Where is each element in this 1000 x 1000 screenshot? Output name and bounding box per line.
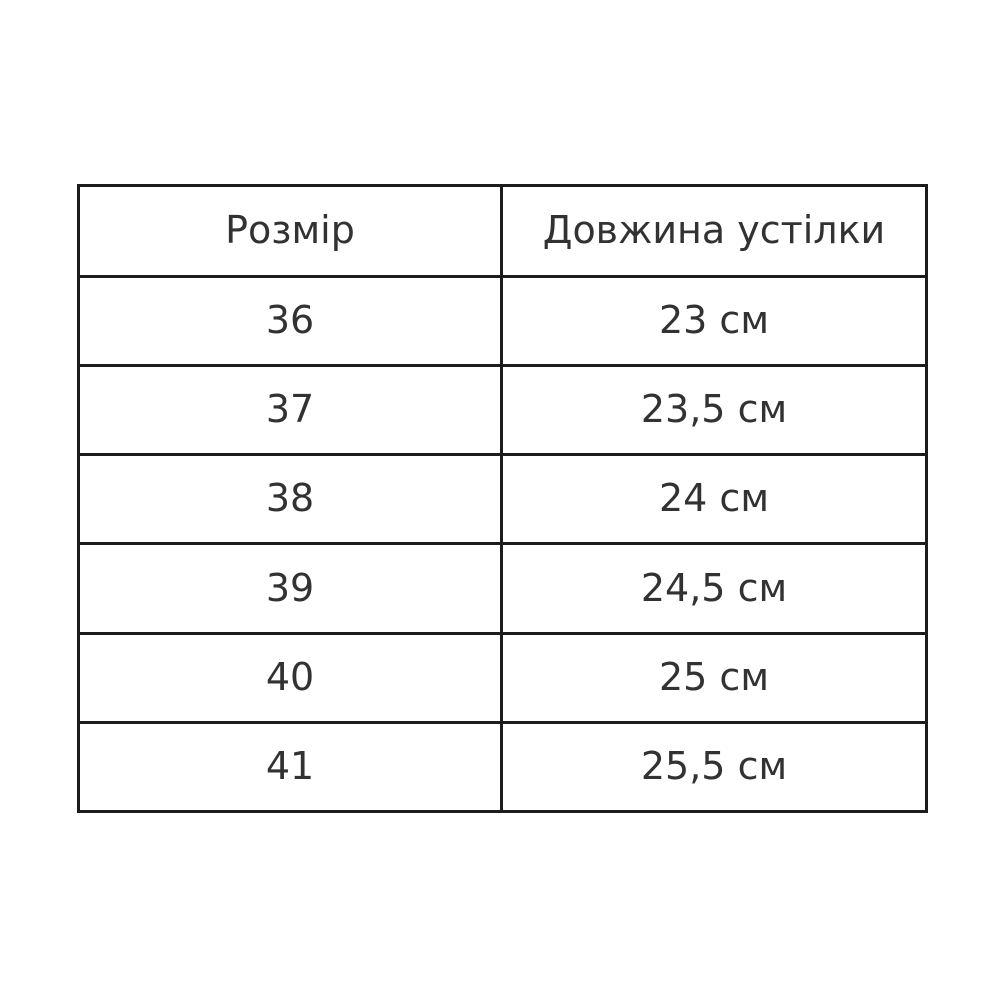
table-row: [79, 455, 927, 544]
size-cell: 36: [79, 277, 502, 366]
length-cell: 23,5 см: [502, 366, 927, 455]
column-header-insole-length: Довжина устілки: [502, 186, 927, 277]
length-cell: 23 см: [502, 277, 927, 366]
table-row: [79, 722, 927, 811]
size-cell: 40: [79, 633, 502, 722]
size-table: [77, 184, 928, 813]
table-row: [79, 277, 927, 366]
length-cell: 25 см: [502, 633, 927, 722]
table-row: [79, 633, 927, 722]
size-cell: 41: [79, 722, 502, 811]
size-cell: 37: [79, 366, 502, 455]
length-cell: 24 см: [502, 455, 927, 544]
table-row: [79, 544, 927, 633]
column-header-size: Розмір: [79, 186, 502, 277]
size-chart: [77, 184, 925, 813]
length-cell: 25,5 см: [502, 722, 927, 811]
size-cell: 38: [79, 455, 502, 544]
table-row: [79, 366, 927, 455]
size-cell: 39: [79, 544, 502, 633]
length-cell: 24,5 см: [502, 544, 927, 633]
table-header-row: [79, 186, 927, 277]
